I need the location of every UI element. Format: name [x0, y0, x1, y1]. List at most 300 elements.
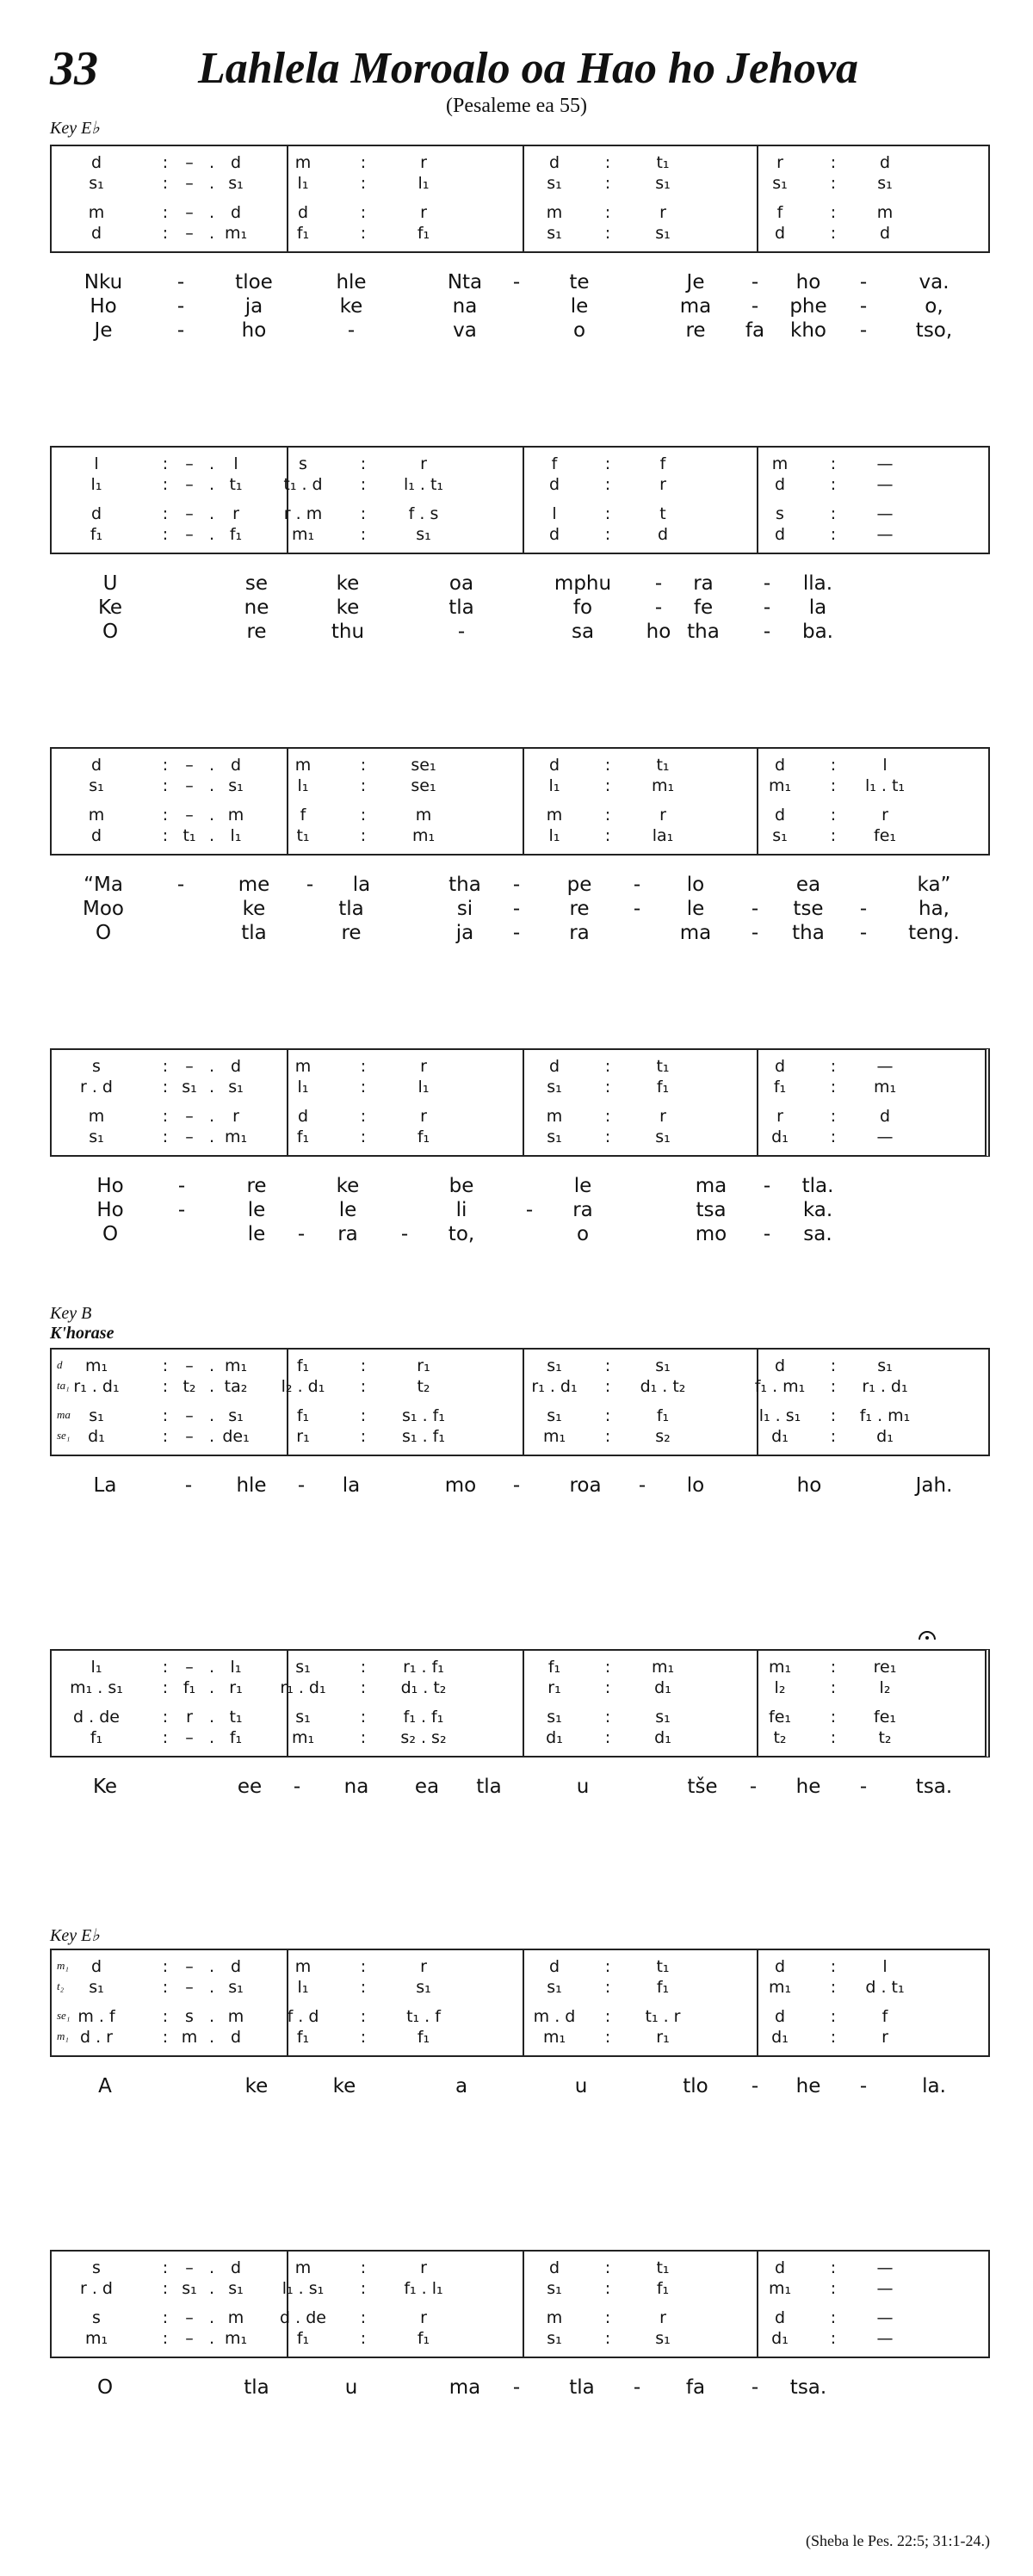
solfa-note: s₁	[547, 1127, 562, 1146]
voice-row-3	[52, 203, 988, 224]
lyric-syllable: tla	[241, 922, 267, 944]
solfa-note: d	[548, 2258, 560, 2277]
solfa-note: :	[604, 153, 611, 172]
solfa-note: m₁	[291, 525, 315, 544]
lyric-syllable: ka.	[802, 1199, 833, 1221]
solfa-note: f₁	[547, 1658, 561, 1677]
lyric-syllable: ne	[244, 596, 269, 619]
solfa-note: —	[876, 2329, 894, 2348]
solfa-note: l₁	[418, 174, 430, 193]
lyric-syllable: -	[654, 596, 663, 619]
lyrics-line	[0, 898, 1033, 922]
solfa-note: s	[776, 504, 784, 523]
solfa-note: :	[360, 203, 367, 222]
solfa-note: r₁ . d₁	[73, 1377, 120, 1396]
lyric-syllable: -	[347, 319, 356, 342]
solfa-note: m₁	[84, 2329, 108, 2348]
solfa-note: d₁ . t₂	[400, 1678, 447, 1697]
solfa-note: –	[185, 806, 194, 825]
lyrics-line	[0, 271, 1033, 295]
song-title: Lahlela Moroalo oa Hao ho Jehova	[198, 44, 859, 93]
solfa-note: .	[208, 1127, 215, 1146]
solfa-note: d	[548, 153, 560, 172]
solfa-note: m	[88, 1107, 105, 1126]
lyric-syllable: fa	[685, 2376, 706, 2399]
solfa-note: m . d	[533, 2007, 576, 2026]
solfa-note: :	[162, 1107, 169, 1126]
solfa-note: d	[774, 2258, 786, 2277]
solfa-note: :	[604, 1728, 611, 1747]
lyrics-line	[0, 1199, 1033, 1223]
solfa-note: .	[208, 776, 215, 795]
lyric-syllable: re	[246, 621, 267, 643]
lyric-syllable: O	[96, 2376, 114, 2399]
solfa-note: r₁	[229, 1678, 243, 1697]
voice-row-4	[52, 826, 988, 847]
solfa-note: s₁	[295, 1658, 311, 1677]
lyrics-line	[0, 922, 1033, 946]
lyric-syllable: tla	[448, 596, 474, 619]
solfa-note: m	[294, 1057, 312, 1076]
solfa-note: .	[208, 1078, 215, 1096]
lyric-syllable: O	[102, 621, 119, 643]
solfa-note: m	[546, 806, 563, 825]
solfa-note: :	[830, 756, 837, 775]
lyric-syllable: tše	[687, 1776, 718, 1798]
solfa-note: m	[294, 153, 312, 172]
lyric-syllable: na	[343, 1776, 369, 1798]
solfa-note: l₁	[297, 174, 309, 193]
lyric-syllable: tloe	[235, 271, 273, 293]
solfa-note: f₁	[229, 525, 243, 544]
staff-1	[50, 145, 990, 253]
solfa-note: t₂	[417, 1377, 430, 1396]
staff-6	[50, 1649, 990, 1757]
lyric-syllable: ma	[679, 922, 712, 944]
solfa-note: :	[604, 1658, 611, 1677]
staff-2	[50, 446, 990, 554]
voice-marker: ma	[57, 1408, 71, 1421]
solfa-note: r	[881, 2028, 888, 2047]
solfa-note: —	[876, 1057, 894, 1076]
voice-row-3	[52, 806, 988, 826]
lyric-syllable: ho	[241, 319, 267, 342]
solfa-note: :	[604, 174, 611, 193]
solfa-note: :	[162, 1678, 169, 1697]
solfa-note: —	[876, 2258, 894, 2277]
solfa-note: –	[185, 203, 194, 222]
solfa-note: se₁	[411, 776, 436, 795]
lyric-syllable: me	[238, 874, 270, 896]
solfa-note: –	[185, 525, 194, 544]
solfa-note: :	[360, 1356, 367, 1375]
solfa-note: :	[360, 1658, 367, 1677]
solfa-note: .	[208, 1107, 215, 1126]
solfa-note: :	[604, 2308, 611, 2327]
lyric-syllable: la	[808, 596, 827, 619]
solfa-note: l₁	[90, 475, 102, 494]
solfa-note: –	[185, 1406, 194, 1425]
lyric-syllable: ke	[336, 572, 360, 595]
solfa-note: :	[604, 2329, 611, 2348]
lyric-syllable: le	[338, 1199, 357, 1221]
lyric-syllable: le	[573, 1175, 592, 1197]
solfa-note: :	[360, 1127, 367, 1146]
solfa-note: .	[208, 1377, 215, 1396]
solfa-note: d	[774, 2308, 786, 2327]
voice-row-4	[52, 1127, 985, 1148]
solfa-note: s₁	[182, 1078, 197, 1096]
solfa-note: :	[360, 2007, 367, 2026]
lyric-syllable: lo	[686, 874, 705, 896]
solfa-note: s₁	[547, 2329, 562, 2348]
solfa-note: :	[830, 203, 837, 222]
lyrics-line	[0, 1223, 1033, 1247]
solfa-note: :	[162, 1957, 169, 1976]
solfa-note: f₁	[417, 224, 430, 243]
solfa-note: —	[876, 454, 894, 473]
solfa-note: s₁	[89, 174, 104, 193]
solfa-note: :	[830, 1658, 837, 1677]
lyric-syllable: o,	[925, 295, 943, 318]
lyric-syllable: le	[570, 295, 589, 318]
solfa-note: d	[548, 1957, 560, 1976]
lyric-syllable: Je	[686, 271, 705, 293]
lyric-syllable: -	[751, 922, 759, 944]
solfa-note: f₁	[296, 2028, 310, 2047]
lyric-syllable: re	[341, 922, 362, 944]
solfa-note: l₁ . s₁	[281, 2279, 325, 2298]
lyric-syllable: tha	[448, 874, 481, 896]
lyric-syllable: la	[342, 1474, 361, 1497]
lyric-syllable: le	[247, 1199, 266, 1221]
lyric-syllable: ma	[679, 295, 712, 318]
solfa-note: :	[830, 776, 837, 795]
solfa-note: :	[604, 454, 611, 473]
solfa-note: m	[415, 806, 432, 825]
solfa-note: :	[830, 1957, 837, 1976]
solfa-note: :	[162, 504, 169, 523]
solfa-note: d₁	[771, 1427, 789, 1446]
solfa-note: :	[162, 826, 169, 845]
lyric-syllable: le	[686, 898, 705, 920]
solfa-note: –	[185, 153, 194, 172]
lyric-syllable: -	[512, 1474, 521, 1497]
solfa-note: :	[360, 525, 367, 544]
solfa-note: s₁	[877, 1356, 893, 1375]
lyric-syllable: te	[569, 271, 590, 293]
solfa-note: f₁	[656, 1078, 670, 1096]
solfa-note: —	[876, 1127, 894, 1146]
solfa-note: –	[185, 1107, 194, 1126]
solfa-note: :	[162, 2279, 169, 2298]
solfa-note: :	[830, 525, 837, 544]
solfa-note: s₁	[877, 174, 893, 193]
lyric-syllable: tla	[338, 898, 364, 920]
solfa-note: s	[92, 1057, 101, 1076]
lyric-syllable: re	[685, 319, 706, 342]
lyric-syllable: ja	[455, 922, 474, 944]
solfa-note: :	[604, 525, 611, 544]
lyric-syllable: o	[572, 319, 586, 342]
voice-marker: t₂	[57, 1980, 65, 1992]
solfa-note: m₁	[651, 1658, 675, 1677]
solfa-note: s₁	[228, 776, 244, 795]
solfa-note: f	[551, 454, 558, 473]
solfa-note: :	[360, 1678, 367, 1697]
solfa-note: :	[830, 2028, 837, 2047]
lyric-syllable: -	[457, 621, 466, 643]
solfa-note: r	[420, 2308, 427, 2327]
voice-row-4	[52, 224, 988, 244]
solfa-note: s₂ . s₂	[400, 1728, 447, 1747]
solfa-note: l₁	[418, 1078, 430, 1096]
lyrics-line	[0, 319, 1033, 343]
voice-row-2	[52, 1678, 985, 1699]
lyric-syllable: fe	[693, 596, 714, 619]
solfa-note: :	[604, 756, 611, 775]
solfa-note: l	[552, 504, 557, 523]
solfa-note: f₁ . m₁	[859, 1406, 911, 1425]
solfa-note: d	[90, 1957, 102, 1976]
solfa-note: s₁	[89, 1978, 104, 1997]
solfa-note: r	[186, 1708, 193, 1727]
solfa-note: d	[548, 475, 560, 494]
solfa-note: d	[774, 1957, 786, 1976]
lyric-syllable: ja	[244, 295, 263, 318]
lyric-syllable: lo	[686, 1474, 705, 1497]
lyric-syllable: -	[176, 271, 185, 293]
voice-row-4	[52, 1728, 985, 1749]
lyric-syllable: u	[576, 1776, 590, 1798]
solfa-note: —	[876, 2279, 894, 2298]
solfa-note: :	[604, 1127, 611, 1146]
solfa-note: s₁	[89, 1406, 104, 1425]
solfa-note: m	[294, 1957, 312, 1976]
solfa-note: m₁	[224, 1127, 248, 1146]
solfa-note: s₁	[655, 224, 671, 243]
solfa-note: .	[208, 1957, 215, 1976]
lyric-syllable: -	[859, 2075, 868, 2097]
solfa-note: .	[208, 2028, 215, 2047]
lyric-syllable: re	[569, 898, 590, 920]
solfa-note: r . m	[283, 504, 323, 523]
solfa-note: t₁	[656, 2258, 670, 2277]
solfa-note: s₁	[547, 1406, 562, 1425]
lyric-syllable: La	[93, 1474, 117, 1497]
solfa-note: –	[185, 174, 194, 193]
solfa-note: d	[230, 1957, 242, 1976]
solfa-note: .	[208, 1406, 215, 1425]
solfa-note: :	[162, 1728, 169, 1747]
solfa-note: l	[882, 1957, 888, 1976]
solfa-note: :	[162, 2308, 169, 2327]
lyric-syllable: Ho	[96, 1199, 124, 1221]
lyric-syllable: la	[352, 874, 371, 896]
solfa-note: f	[659, 454, 666, 473]
lyric-syllable: -	[859, 1776, 868, 1798]
lyric-syllable: u	[344, 2376, 358, 2399]
voice-row-3	[52, 504, 988, 525]
solfa-note: d	[230, 756, 242, 775]
solfa-note: m	[294, 2258, 312, 2277]
solfa-note: :	[360, 1708, 367, 1727]
solfa-note: s₁ . f₁	[402, 1427, 445, 1446]
solfa-note: t₁ . f	[406, 2007, 441, 2026]
solfa-note: s₁	[547, 1078, 562, 1096]
voice-row-2	[52, 1078, 985, 1098]
solfa-note: d	[90, 504, 102, 523]
voice-row-4	[52, 2028, 988, 2048]
solfa-note: :	[162, 1708, 169, 1727]
solfa-note: :	[830, 504, 837, 523]
solfa-note: –	[185, 454, 194, 473]
solfa-note: fe₁	[874, 826, 896, 845]
solfa-note: f	[881, 2007, 888, 2026]
lyric-syllable: he	[795, 1776, 821, 1798]
solfa-note: d . de	[73, 1708, 120, 1727]
lyric-syllable: -	[633, 874, 641, 896]
solfa-note: s₁	[547, 1356, 562, 1375]
solfa-note: :	[604, 1377, 611, 1396]
solfa-note: fe₁	[769, 1708, 791, 1727]
solfa-note: :	[604, 1107, 611, 1126]
solfa-note: s₁	[228, 1406, 244, 1425]
lyric-syllable: -	[654, 572, 663, 595]
solfa-note: –	[185, 1127, 194, 1146]
solfa-note: r	[420, 1057, 427, 1076]
voice-row-2	[52, 174, 988, 195]
lyric-syllable: tse	[793, 898, 824, 920]
lyric-syllable: o	[576, 1223, 590, 1245]
solfa-note: d	[774, 475, 786, 494]
voice-row-2	[52, 1377, 988, 1398]
solfa-note: l₁ . t₁	[403, 475, 444, 494]
solfa-note: :	[604, 1078, 611, 1096]
solfa-note: –	[185, 2329, 194, 2348]
voice-row-4	[52, 2329, 988, 2350]
solfa-note: m	[546, 203, 563, 222]
solfa-note: s₂	[655, 1427, 671, 1446]
solfa-note: :	[162, 806, 169, 825]
solfa-note: –	[185, 776, 194, 795]
voice-row-2	[52, 2279, 988, 2300]
solfa-note: se₁	[411, 756, 436, 775]
solfa-note: r	[659, 806, 666, 825]
solfa-note: d	[774, 1057, 786, 1076]
lyric-syllable: ke	[332, 2075, 356, 2097]
lyric-syllable: -	[859, 922, 868, 944]
solfa-note: m₁	[291, 1728, 315, 1747]
solfa-note: :	[162, 1127, 169, 1146]
lyrics-line	[0, 596, 1033, 621]
solfa-note: r₁	[417, 1356, 430, 1375]
solfa-note: r₁	[656, 2028, 670, 2047]
solfa-note: :	[360, 475, 367, 494]
lyric-syllable: be	[448, 1175, 474, 1197]
lyric-syllable: tha	[687, 621, 720, 643]
solfa-note: s₁	[89, 1127, 104, 1146]
lyric-syllable: -	[512, 898, 521, 920]
solfa-note: :	[360, 1107, 367, 1126]
voice-marker: d	[57, 1358, 63, 1371]
solfa-note: –	[185, 224, 194, 243]
solfa-note: s	[92, 2258, 101, 2277]
solfa-note: .	[208, 1728, 215, 1747]
solfa-note: :	[604, 1406, 611, 1425]
solfa-note: d	[548, 1057, 560, 1076]
lyric-syllable: -	[751, 898, 759, 920]
solfa-note: .	[208, 2258, 215, 2277]
solfa-note: m₁	[768, 776, 792, 795]
solfa-note: s₁	[228, 1078, 244, 1096]
key-label-1: Key E♭	[50, 119, 100, 138]
solfa-note: l₁ . s₁	[758, 1406, 801, 1425]
solfa-note: :	[604, 2258, 611, 2277]
solfa-note: :	[162, 2007, 169, 2026]
lyric-syllable: -	[176, 319, 185, 342]
solfa-note: d	[774, 525, 786, 544]
lyric-syllable: se	[244, 572, 269, 595]
lyric-syllable: ke	[244, 2075, 269, 2097]
solfa-note: d	[90, 153, 102, 172]
solfa-note: s₁	[655, 1708, 671, 1727]
solfa-note: :	[604, 2279, 611, 2298]
solfa-note: .	[208, 826, 215, 845]
solfa-note: :	[360, 2028, 367, 2047]
solfa-note: m	[88, 203, 105, 222]
solfa-note: m	[546, 1107, 563, 1126]
solfa-note: m₁ . s₁	[70, 1678, 123, 1697]
solfa-note: .	[208, 2308, 215, 2327]
solfa-note: :	[604, 776, 611, 795]
lyric-syllable: Nta	[447, 271, 483, 293]
solfa-note: :	[360, 454, 367, 473]
fermata-icon	[918, 1628, 937, 1640]
solfa-note: —	[876, 504, 894, 523]
lyric-syllable: fo	[572, 596, 593, 619]
lyric-syllable: -	[749, 1776, 758, 1798]
solfa-note: f₁	[656, 1406, 670, 1425]
voice-marker: m₁	[57, 2029, 69, 2042]
solfa-note: –	[185, 1057, 194, 1076]
solfa-note: t₁ . r	[645, 2007, 681, 2026]
solfa-note: m₁	[84, 1356, 108, 1375]
solfa-note: :	[830, 224, 837, 243]
solfa-note: .	[208, 1057, 215, 1076]
solfa-note: d₁	[654, 1728, 671, 1747]
solfa-note: :	[830, 1978, 837, 1997]
solfa-note: —	[876, 525, 894, 544]
voice-row-3	[52, 1708, 985, 1728]
voice-row-2	[52, 475, 988, 496]
lyric-syllable: ho	[646, 621, 671, 643]
solfa-note: d	[774, 756, 786, 775]
voice-marker: se₁	[57, 1429, 71, 1442]
solfa-note: .	[208, 756, 215, 775]
solfa-note: s₁	[547, 2279, 562, 2298]
solfa-note: t₂	[182, 1377, 196, 1396]
solfa-note: :	[830, 1678, 837, 1697]
solfa-note: d	[879, 153, 891, 172]
solfa-note: m₁	[873, 1078, 897, 1096]
solfa-note: s₁	[547, 1978, 562, 1997]
lyrics-line	[0, 1474, 1033, 1498]
lyric-syllable: tla	[476, 1776, 502, 1798]
solfa-note: :	[360, 806, 367, 825]
solfa-note: :	[360, 2308, 367, 2327]
lyric-syllable: -	[638, 1474, 646, 1497]
